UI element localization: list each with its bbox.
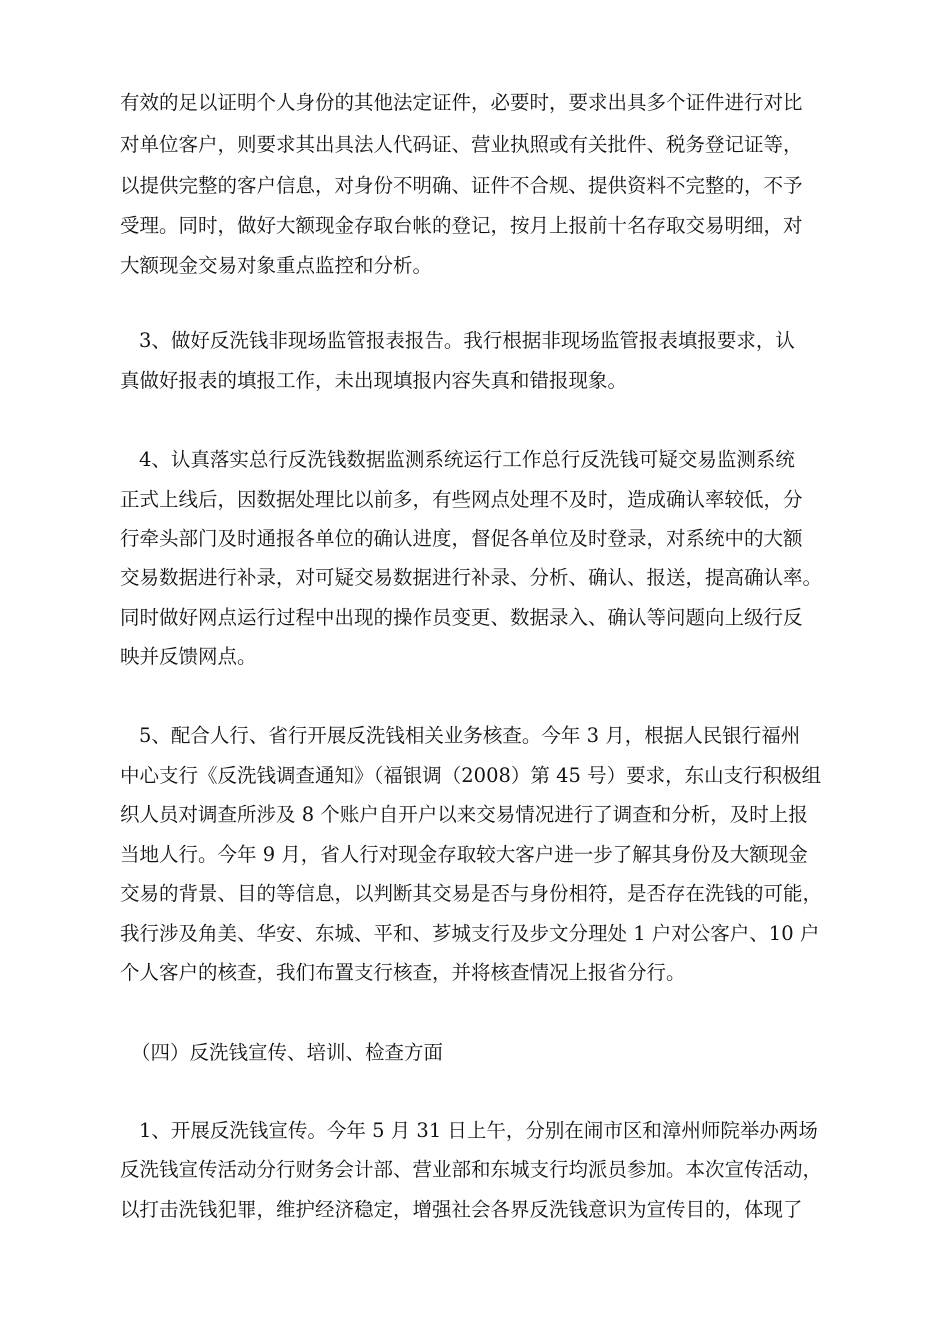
text-line: 以打击洗钱犯罪，维护经济稳定，增强社会各界反洗钱意识为宣传目的，体现了 <box>120 1198 803 1221</box>
text-line: 织人员对调查所涉及 8 个账户自开户以来交易情况进行了调查和分析，及时上报 <box>120 803 808 826</box>
text-line: 中心支行《反洗钱调查通知》（福银调（2008）第 45 号）要求，东山支行积极组 <box>120 764 822 787</box>
text-line: 以提供完整的客户信息，对身份不明确、证件不合规、提供资料不完整的，不予 <box>120 174 803 197</box>
text-line: 正式上线后，因数据处理比以前多，有些网点处理不及时，造成确认率较低，分 <box>120 488 803 511</box>
text-line: 真做好报表的填报工作，未出现填报内容失真和错报现象。 <box>120 369 628 392</box>
text-line: 有效的足以证明个人身份的其他法定证件，必要时，要求出具多个证件进行对比 <box>120 91 803 114</box>
text-line: 当地人行。今年 9 月，省人行对现金存取较大客户进一步了解其身份及大额现金 <box>120 843 808 866</box>
text-line: 5、配合人行、省行开展反洗钱相关业务核查。今年 3 月，根据人民银行福州 <box>139 724 801 747</box>
text-line: 3、做好反洗钱非现场监管报表报告。我行根据非现场监管报表填报要求，认 <box>139 329 795 352</box>
text-line: 个人客户的核查，我们布置支行核查，并将核查情况上报省分行。 <box>120 961 686 984</box>
text-line: 大额现金交易对象重点监控和分析。 <box>120 254 433 277</box>
text-line: 交易数据进行补录，对可疑交易数据进行补录、分析、确认、报送，提高确认率。 <box>120 566 823 589</box>
text-line: 受理。同时，做好大额现金存取台帐的登记，按月上报前十名存取交易明细，对 <box>120 214 803 237</box>
text-line: 我行涉及角美、华安、东城、平和、芗城支行及步文分理处 1 户对公客户、10 户 <box>120 922 820 945</box>
section-heading: （四）反洗钱宣传、培训、检查方面 <box>131 1041 444 1064</box>
text-line: 4、认真落实总行反洗钱数据监测系统运行工作总行反洗钱可疑交易监测系统 <box>139 448 795 471</box>
text-line: 1、开展反洗钱宣传。今年 5 月 31 日上午，分别在闹市区和漳州师院举办两场 <box>139 1119 818 1142</box>
text-line: 交易的背景、目的等信息，以判断其交易是否与身份相符，是否存在洗钱的可能， <box>120 882 823 905</box>
text-line: 映并反馈网点。 <box>120 645 257 668</box>
text-line: 反洗钱宣传活动分行财务会计部、营业部和东城支行均派员参加。本次宣传活动， <box>120 1158 823 1181</box>
text-line: 同时做好网点运行过程中出现的操作员变更、数据录入、确认等问题向上级行反 <box>120 606 803 629</box>
text-line: 对单位客户，则要求其出具法人代码证、营业执照或有关批件、税务登记证等， <box>120 133 803 156</box>
text-line: 行牵头部门及时通报各单位的确认进度，督促各单位及时登录，对系统中的大额 <box>120 527 803 550</box>
